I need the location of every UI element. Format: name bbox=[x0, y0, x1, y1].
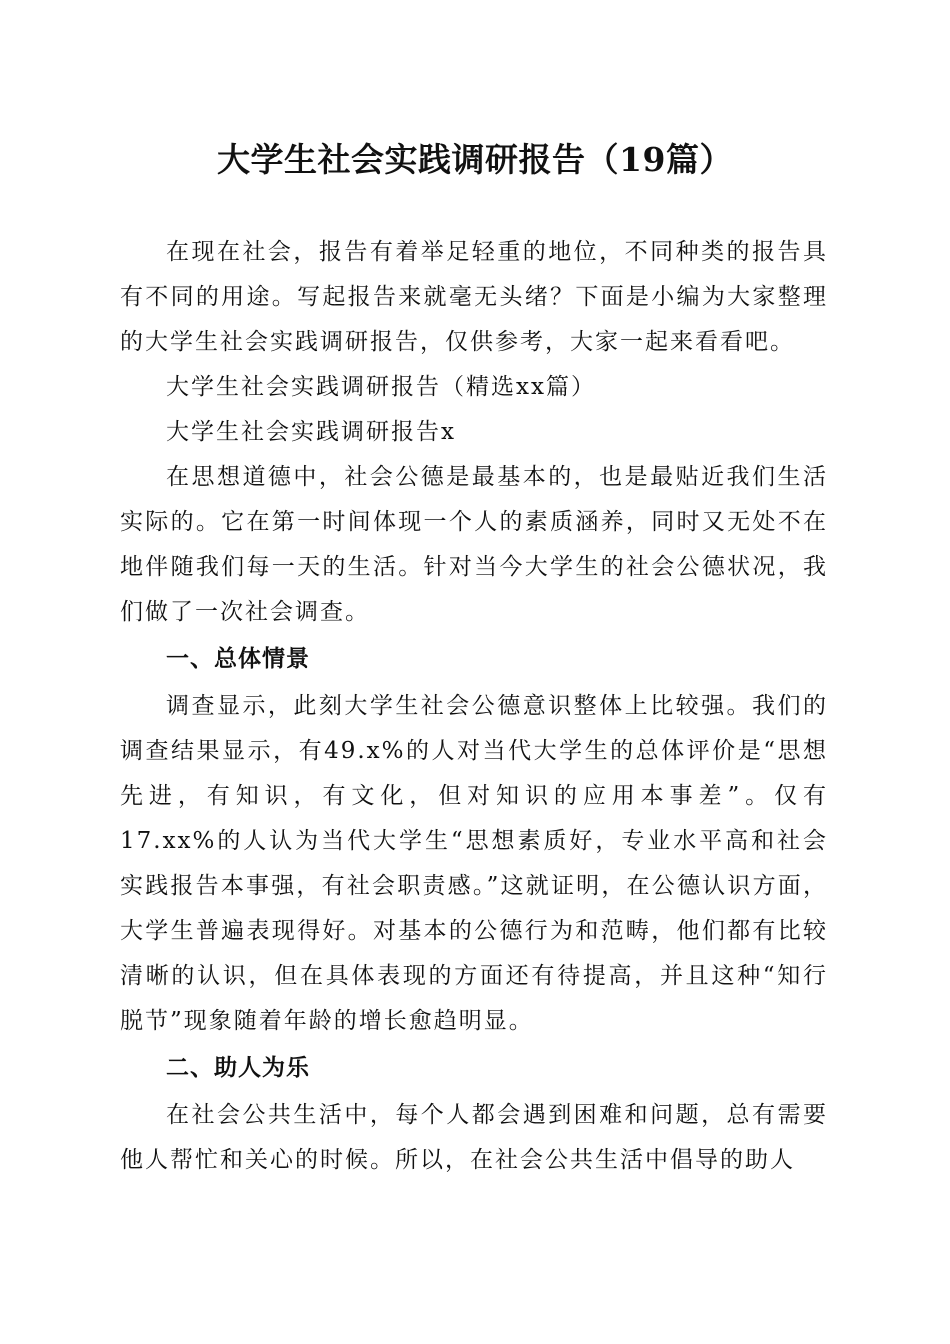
paragraph-report-title: 大学生社会实践调研报告x bbox=[166, 419, 456, 445]
paragraph-helping-others: 在社会公共生活中，每个人都会遇到困难和问题，总有需要他人帮忙和关心的时候。所以，在社会公共生活中倡导的助人 bbox=[120, 1102, 828, 1173]
section-heading-overall: 一、总体情景 bbox=[166, 646, 310, 672]
document-body bbox=[120, 230, 828, 1183]
document-title: 大学生社会实践调研报告（19篇） bbox=[217, 140, 733, 179]
paragraph-intro: 在现在社会，报告有着举足轻重的地位，不同种类的报告具有不同的用途。写起报告来就毫无头绪？下面是小编为大家整理的大学生社会实践调研报告，仅供参考，大家一起来看看吧。 bbox=[120, 239, 828, 355]
paragraph-survey-results: 调查显示，此刻大学生社会公德意识整体上比较强。我们的调查结果显示，有49.x%的人对当代大学生的总体评价是“思想先进，有知识，有文化，但对知识的应用本事差”。仅有17.xx%的人认为当代大学生“思想素质好，专业水平高和社会实践报告本事强，有社会职责感。”这就证明，在公德认识方面，大学生普遍表现得好。对基本的公德行为和范畴，他们都有比较清晰的认识，但在具体表现的方面还有待提高，并且这种“知行脱节”现象随着年龄的增长愈趋明显。 bbox=[120, 693, 828, 1034]
paragraph-morality: 在思想道德中，社会公德是最基本的，也是最贴近我们生活实际的。它在第一时间体现一个人的素质涵养，同时又无处不在地伴随我们每一天的生活。针对当今大学生的社会公德状况，我们做了一次社会调查。 bbox=[120, 464, 828, 625]
paragraph-selection-title: 大学生社会实践调研报告（精选xx篇） bbox=[166, 374, 596, 400]
section-heading-helping: 二、助人为乐 bbox=[166, 1055, 310, 1081]
